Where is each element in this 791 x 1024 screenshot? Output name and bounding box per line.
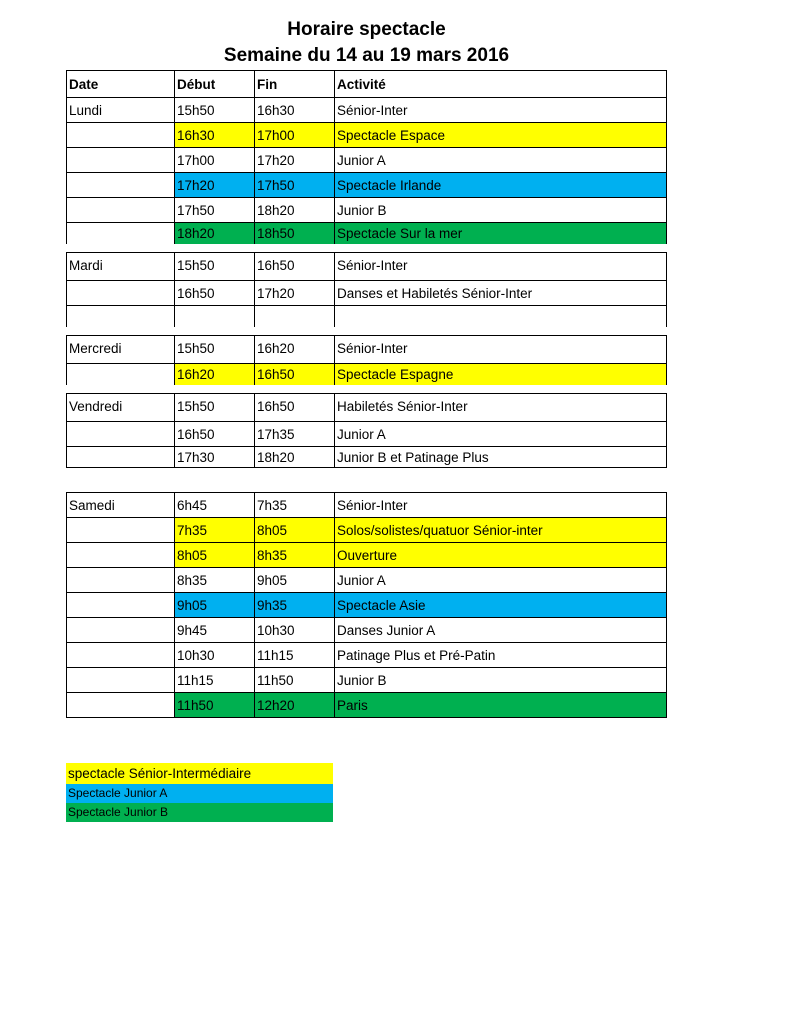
start-time-cell: 16h50 [175,422,255,447]
date-cell [67,123,175,148]
table-row [67,281,667,306]
end-time-cell: 17h20 [255,281,335,306]
table-row [67,123,667,148]
end-time-cell: 9h35 [255,593,335,618]
end-time-cell: 16h30 [255,98,335,123]
end-time-cell: 17h35 [255,422,335,447]
activity-cell: Spectacle Espace [335,123,667,148]
end-time-cell: 17h50 [255,173,335,198]
start-time-cell: 17h50 [175,198,255,223]
end-time-cell: 11h15 [255,643,335,668]
table-row [67,543,667,568]
date-cell [67,447,175,468]
date-cell [67,306,175,331]
activity-cell: Junior A [335,422,667,447]
table-row [67,223,667,248]
activity-cell: Spectacle Sur la mer [335,223,667,248]
date-cell [67,568,175,593]
date-cell [67,173,175,198]
end-time-cell: 7h35 [255,493,335,518]
legend-item: Spectacle Junior A [66,784,333,803]
table-row [67,173,667,198]
activity-cell: Paris [335,693,667,718]
activity-cell: Junior B [335,198,667,223]
end-time-cell: 16h50 [255,364,335,389]
activity-cell [335,306,667,331]
activity-cell: Spectacle Asie [335,593,667,618]
date-cell: Lundi [67,98,175,123]
date-cell [67,198,175,223]
end-time-cell: 9h05 [255,568,335,593]
table-row [67,364,667,389]
activity-cell: Danses et Habiletés Sénior-Inter [335,281,667,306]
date-cell [67,364,175,389]
date-cell: Vendredi [67,389,175,422]
end-time-cell: 8h05 [255,518,335,543]
date-cell [67,693,175,718]
date-cell: Mardi [67,248,175,281]
table-row [67,248,667,281]
activity-cell: Junior A [335,148,667,173]
start-time-cell: 7h35 [175,518,255,543]
table-row [67,693,667,718]
start-time-cell: 8h05 [175,543,255,568]
start-time-cell: 9h05 [175,593,255,618]
activity-cell: Sénior-Inter [335,98,667,123]
table-row [67,568,667,593]
start-time-cell: 16h30 [175,123,255,148]
table-row [67,306,667,331]
table-row [67,518,667,543]
header-end-time-cell: Fin [255,71,335,98]
activity-cell: Habiletés Sénior-Inter [335,389,667,422]
date-cell [67,593,175,618]
table-row [67,98,667,123]
table-row [67,422,667,447]
header-start-time-cell: Début [175,71,255,98]
end-time-cell: 12h20 [255,693,335,718]
date-cell [67,223,175,248]
date-cell [67,618,175,643]
start-time-cell: 15h50 [175,389,255,422]
activity-cell: Sénior-Inter [335,493,667,518]
activity-cell: Junior B et Patinage Plus [335,447,667,468]
activity-cell: Patinage Plus et Pré-Patin [335,643,667,668]
start-time-cell: 6h45 [175,493,255,518]
start-time-cell: 18h20 [175,223,255,248]
table-row [67,148,667,173]
end-time-cell [255,306,335,331]
start-time-cell: 16h50 [175,281,255,306]
activity-cell: Spectacle Irlande [335,173,667,198]
saturday-schedule-table [66,492,667,718]
color-legend [66,763,333,822]
start-time-cell: 11h50 [175,693,255,718]
end-time-cell: 18h50 [255,223,335,248]
end-time-cell: 10h30 [255,618,335,643]
activity-cell: Ouverture [335,543,667,568]
end-time-cell: 17h20 [255,148,335,173]
end-time-cell: 16h50 [255,248,335,281]
start-time-cell: 11h15 [175,668,255,693]
weekday-schedule-table [66,70,667,468]
start-time-cell: 15h50 [175,248,255,281]
end-time-cell: 16h50 [255,389,335,422]
end-time-cell: 18h20 [255,447,335,468]
table-row [67,493,667,518]
table-row [67,643,667,668]
activity-cell: Junior A [335,568,667,593]
date-cell [67,518,175,543]
start-time-cell: 15h50 [175,331,255,364]
table-row [67,198,667,223]
activity-cell: Spectacle Espagne [335,364,667,389]
date-cell [67,543,175,568]
start-time-cell: 17h00 [175,148,255,173]
start-time-cell: 8h35 [175,568,255,593]
date-cell: Mercredi [67,331,175,364]
table-header-row [67,71,667,98]
table-row [67,668,667,693]
table-row [67,447,667,468]
header-activity-cell: Activité [335,71,667,98]
legend-item: spectacle Sénior-Intermédiaire [66,763,333,784]
activity-cell: Danses Junior A [335,618,667,643]
activity-cell: Solos/solistes/quatuor Sénior-inter [335,518,667,543]
end-time-cell: 16h20 [255,331,335,364]
table-row [67,389,667,422]
end-time-cell: 17h00 [255,123,335,148]
activity-cell: Sénior-Inter [335,331,667,364]
activity-cell: Junior B [335,668,667,693]
end-time-cell: 18h20 [255,198,335,223]
date-cell [67,148,175,173]
date-cell [67,643,175,668]
date-cell [67,422,175,447]
start-time-cell: 16h20 [175,364,255,389]
start-time-cell: 10h30 [175,643,255,668]
start-time-cell [175,306,255,331]
title-line-2: Semaine du 14 au 19 mars 2016 [223,45,510,66]
date-cell [67,281,175,306]
start-time-cell: 17h20 [175,173,255,198]
table-row [67,618,667,643]
start-time-cell: 9h45 [175,618,255,643]
header-date-cell: Date [67,71,175,98]
legend-item: Spectacle Junior B [66,803,333,822]
table-row [67,593,667,618]
title-line-1: Horaire spectacle [287,19,446,40]
start-time-cell: 17h30 [175,447,255,468]
start-time-cell: 15h50 [175,98,255,123]
date-cell: Samedi [67,493,175,518]
end-time-cell: 11h50 [255,668,335,693]
end-time-cell: 8h35 [255,543,335,568]
date-cell [67,668,175,693]
table-row [67,331,667,364]
activity-cell: Sénior-Inter [335,248,667,281]
